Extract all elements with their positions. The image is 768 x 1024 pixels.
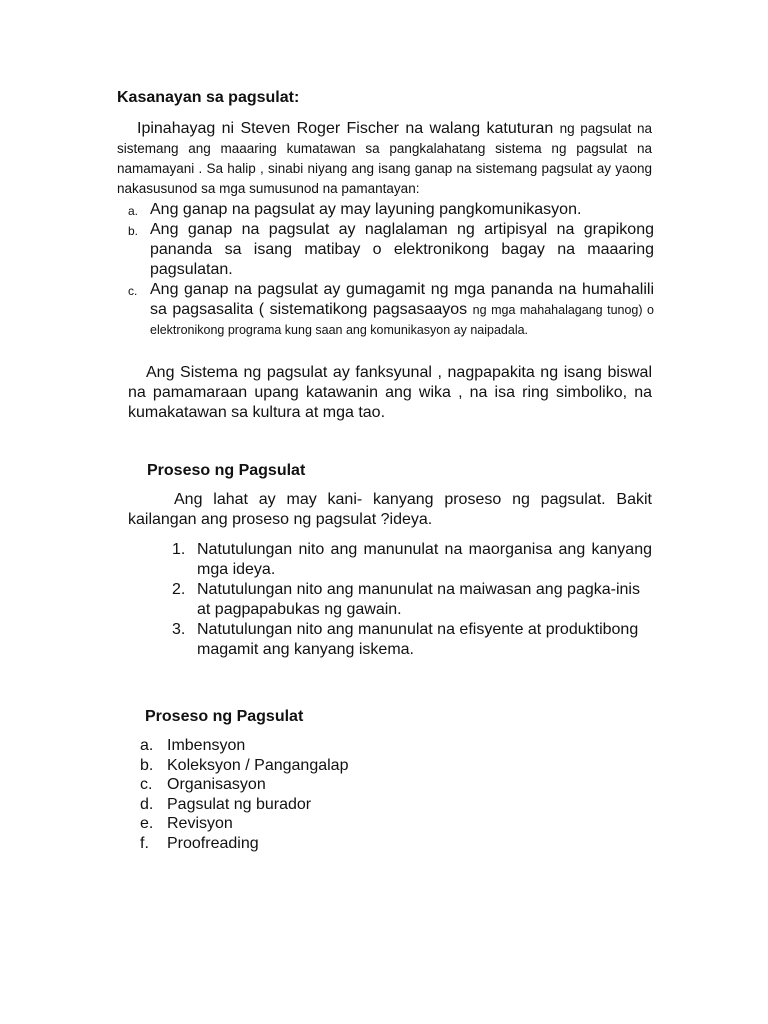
list-marker: a.	[140, 737, 154, 754]
list-item-continuation: at pagpapabukas ng gawain.	[197, 601, 402, 618]
list-item	[140, 814, 540, 834]
list-item-text: Natutulungan nito ang manunulat na maorganisa ang kanyang mga ideya.	[197, 541, 652, 578]
list-item-text: Koleksyon / Pangangalap	[167, 756, 349, 774]
list-item	[172, 540, 652, 580]
heading-proseso-2: Proseso ng Pagsulat	[145, 708, 304, 725]
list-marker: c.	[128, 284, 138, 298]
heading-proseso-1: Proseso ng Pagsulat	[147, 462, 306, 479]
list-marker: b.	[128, 224, 139, 238]
list-item	[128, 200, 654, 220]
list-item	[140, 795, 540, 815]
list-item-text: Ang ganap na pagsulat ay may layuning pangkomunikasyon.	[150, 201, 582, 218]
list-item-small-text: ng mga mahahalagang tunog) o elektronikong programa kung saan ang komunikasyon ay naipadala.	[150, 303, 655, 337]
intro-large-text: Ipinahayag ni Steven Roger Fischer na walang katuturan	[137, 120, 554, 137]
steps-list	[140, 736, 540, 854]
criteria-list	[128, 200, 654, 340]
list-item	[172, 580, 652, 620]
list-item-text: Organisasyon	[167, 776, 266, 794]
list-item-text: Pagsulat ng burador	[167, 795, 312, 813]
paragraph-sistema	[128, 363, 652, 423]
list-item-text: Imbensyon	[167, 737, 246, 754]
paragraph-lahat-text: Ang lahat ay may kani- kanyang proseso ng pagsulat. Bakit kailangan ang proseso ng pagsulat ?ideya.	[128, 491, 652, 528]
list-marker: a.	[128, 204, 139, 218]
list-marker: 2.	[172, 581, 186, 598]
list-marker: c.	[140, 776, 153, 794]
list-item	[140, 834, 540, 854]
list-marker: 3.	[172, 621, 186, 638]
intro-paragraph	[117, 119, 652, 199]
list-item	[140, 736, 540, 756]
list-item-text: Natutulungan nito ang manunulat na maiwasan ang pagka-inis	[197, 581, 640, 598]
heading-kasanayan: Kasanayan sa pagsulat:	[117, 89, 300, 106]
list-marker: 1.	[172, 541, 186, 558]
list-marker: f.	[140, 834, 149, 852]
paragraph-sistema-text: Ang Sistema ng pagsulat ay fanksyunal , nagpapakita ng isang biswal na pamamaraan upang katawanin ang wika , na isa ring simboliko, na kumakatawan sa kultura at mga tao.	[128, 364, 652, 421]
list-marker: e.	[140, 815, 154, 833]
list-item-text: Revisyon	[167, 815, 233, 833]
list-item	[128, 220, 654, 280]
list-item	[140, 775, 540, 795]
list-item-text: Ang ganap na pagsulat ay naglalaman ng artipisyal na grapikong pananda sa isang matibay o elektronikong bagay na maaaring pagsulatan.	[150, 221, 654, 278]
list-item	[140, 756, 540, 776]
list-marker: d.	[140, 795, 154, 813]
list-item	[128, 280, 654, 340]
benefits-list	[172, 540, 652, 660]
paragraph-lahat	[128, 490, 652, 530]
list-marker: b.	[140, 756, 154, 774]
list-item-text: Proofreading	[167, 834, 259, 852]
list-item-text: Natutulungan nito ang manunulat na efisyente at produktibong	[197, 621, 639, 638]
intro-small-text: ng pagsulat na sistemang ang maaaring kumatawan sa pangkalahatang sistema ng pagsulat na namamayani . Sa halip , sinabi niyang ang isang ganap na sistemang pagsulat ay yaong nakasusunod sa mga sumusunod na pamantayan:	[117, 121, 652, 196]
list-item-continuation: magamit ang kanyang iskema.	[197, 641, 414, 658]
list-item-text: Ang ganap na pagsulat ay gumagamit ng mga pananda na humahalili sa pagsasalita ( sistematikong pagsasaayos	[150, 281, 654, 318]
list-item	[172, 620, 652, 660]
